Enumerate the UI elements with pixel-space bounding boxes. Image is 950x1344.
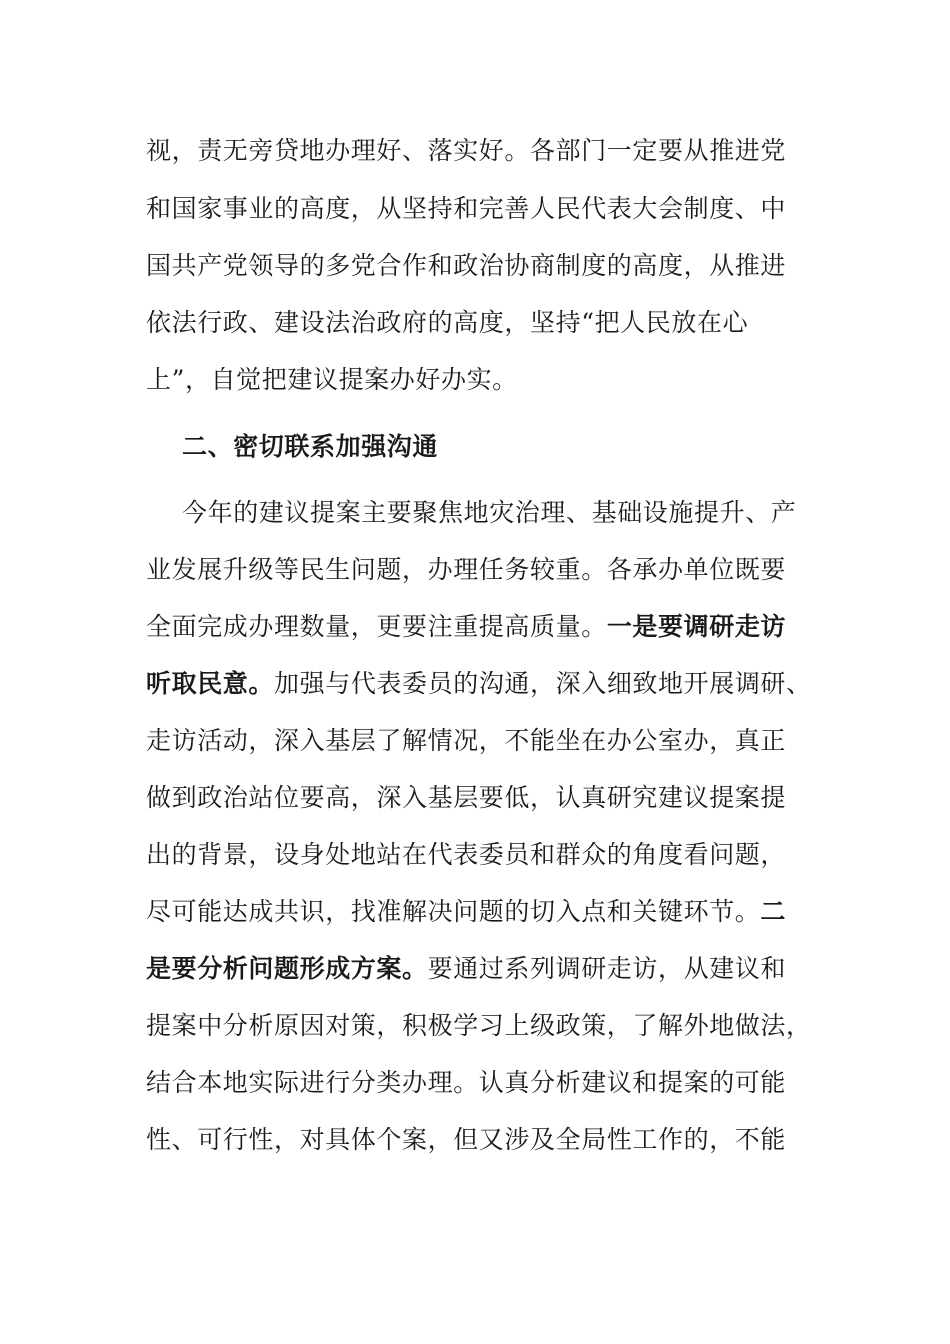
bold-text: 听取民意。: [146, 669, 275, 698]
paragraph-line: 性、可行性，对具体个案，但又涉及全局性工作的，不能: [146, 1125, 787, 1154]
plain-text: 全面完成办理数量，更要注重提高质量。: [146, 612, 607, 641]
bold-text: 是要分析问题形成方案。: [146, 954, 428, 983]
paragraph-line: 结合本地实际进行分类办理。认真分析建议和提案的可能: [146, 1068, 787, 1097]
paragraph-line: 提案中分析原因对策，积极学习上级政策，了解外地做法，: [146, 1011, 812, 1040]
plain-text: 要通过系列调研走访，从建议和: [427, 954, 787, 983]
paragraph-line: 今年的建议提案主要聚焦地灾治理、基础设施提升、产: [182, 498, 797, 527]
paragraph-line: 业发展升级等民生问题，办理任务较重。各承办单位既要: [146, 555, 787, 584]
paragraph-line: 国共产党领导的多党合作和政治协商制度的高度，从推进: [146, 251, 787, 280]
plain-text: 尽可能达成共识，找准解决问题的切入点和关键环节。: [146, 897, 761, 926]
paragraph-line: 依法行政、建设法治政府的高度，坚持“把人民放在心: [146, 308, 749, 337]
bold-text: 二: [760, 897, 787, 926]
plain-text: 加强与代表委员的沟通，深入细致地开展调研、: [274, 669, 812, 698]
paragraph-line: 视，责无旁贷地办理好、落实好。各部门一定要从推进党: [146, 136, 787, 165]
paragraph-line: [146, 897, 806, 927]
paragraph-line: [146, 612, 806, 642]
paragraph-line: 出的背景，设身处地站在代表委员和群众的角度看问题，: [146, 840, 787, 869]
paragraph-line: 走访活动，深入基层了解情况，不能坐在办公室办，真正: [146, 726, 787, 755]
paragraph-line: [146, 669, 812, 699]
bold-text: 一是要调研走访: [606, 612, 787, 641]
paragraph-line: [146, 954, 806, 984]
paragraph-line: 做到政治站位要高，深入基层要低，认真研究建议提案提: [146, 783, 787, 812]
section-heading: 二、密切联系加强沟通: [182, 432, 439, 461]
paragraph-line: 上”，自觉把建议提案办好办实。: [146, 365, 518, 394]
paragraph-line: 和国家事业的高度，从坚持和完善人民代表大会制度、中: [146, 194, 787, 223]
